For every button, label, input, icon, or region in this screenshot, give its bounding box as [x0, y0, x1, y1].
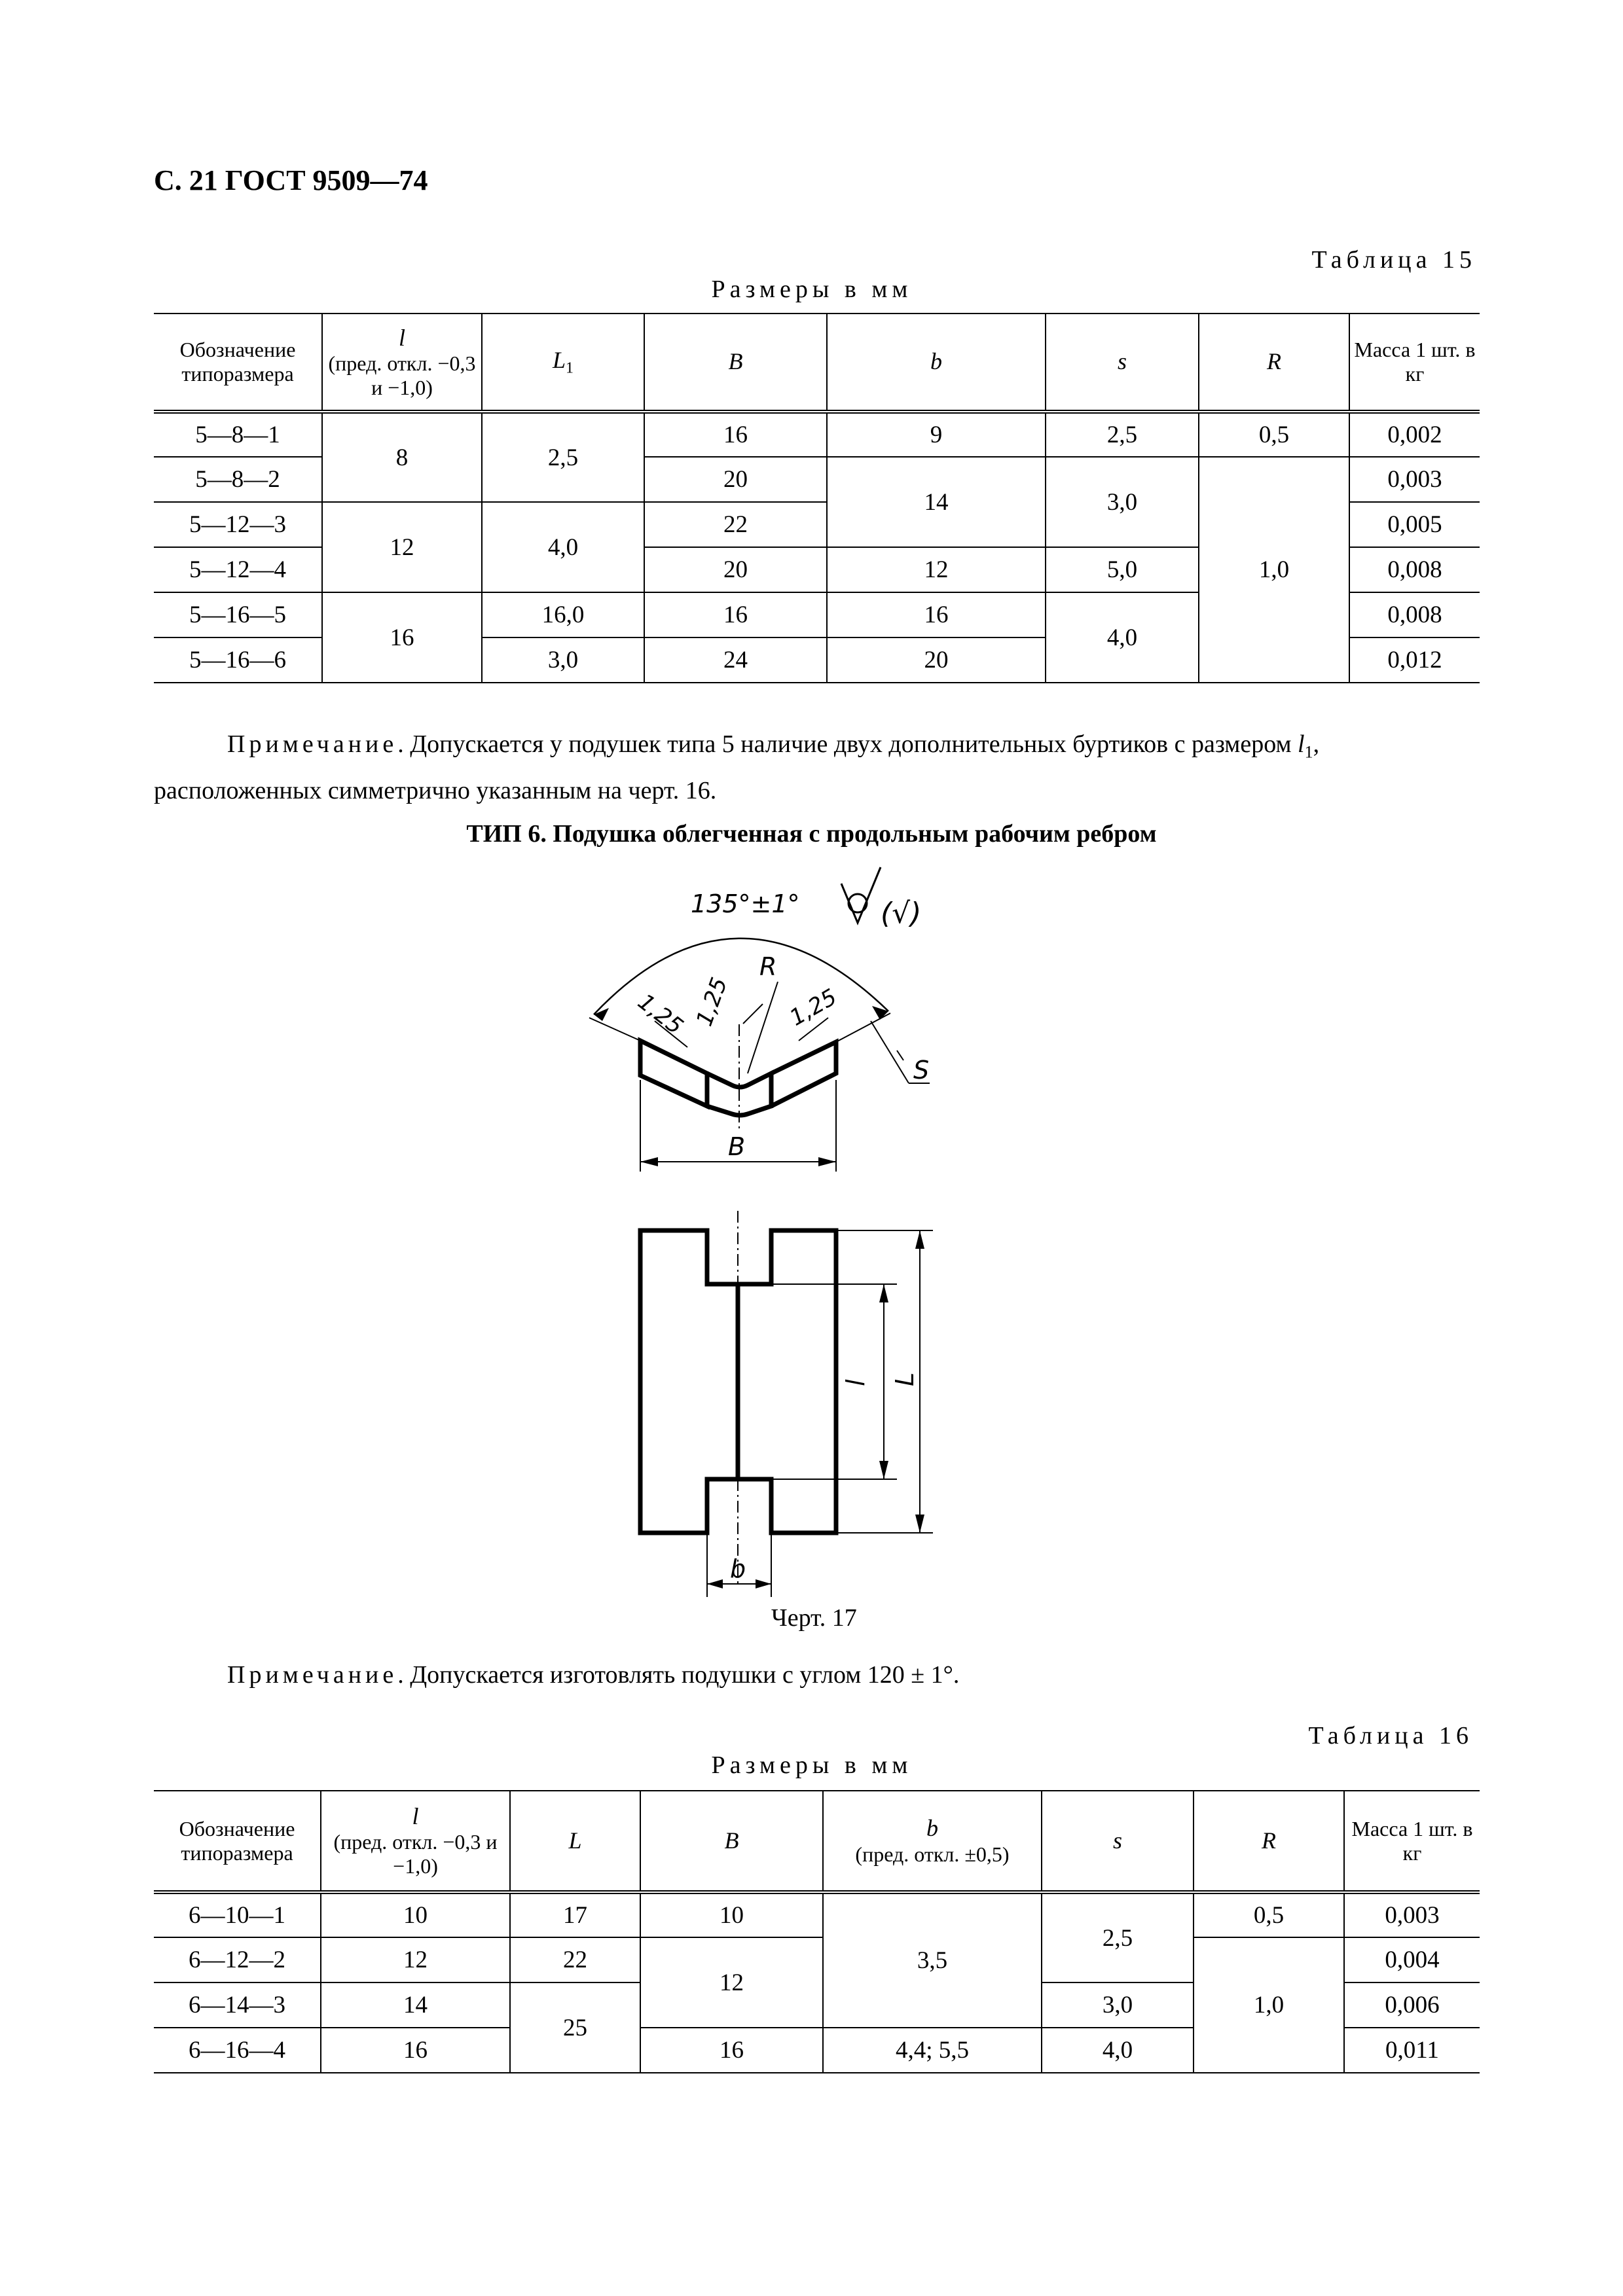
type6-title: ТИП 6. Подушка облегченная с продольным рабочим ребром: [466, 820, 1157, 848]
cell-mass: 0,005: [1349, 502, 1480, 547]
header-s: s: [1042, 1791, 1194, 1892]
cell-R: 0,5: [1199, 412, 1349, 457]
dim-125-center: 1,25: [691, 974, 733, 1030]
cell-designation: 5—12—3: [154, 502, 322, 547]
cell-B: 24: [644, 637, 827, 683]
cell-mass: 0,004: [1344, 1937, 1480, 1982]
cell-s: 3,0: [1046, 457, 1199, 547]
table16: [154, 1790, 1480, 2073]
cell-s: 2,5: [1046, 412, 1199, 457]
cell-L: 17: [510, 1892, 640, 1937]
cell-l: 12: [321, 1937, 510, 1982]
cell-designation: 6—16—4: [154, 2028, 321, 2073]
top-view-left-flank: [640, 1041, 707, 1106]
b-label: b: [730, 1554, 746, 1583]
cell-b: 16: [827, 592, 1046, 637]
cell-designation: 5—16—6: [154, 637, 322, 683]
cell-l: 8: [322, 412, 482, 502]
cell-B: 16: [644, 592, 827, 637]
cell-L1: 2,5: [482, 412, 644, 502]
note-type6: Примечание. Допускается изготовлять подушки с углом 120 ± 1°.: [227, 1661, 960, 1689]
cell-designation: 6—14—3: [154, 1982, 321, 2028]
cell-B: 16: [640, 2028, 823, 2073]
header-s: s: [1046, 314, 1199, 412]
s-leader: [871, 1021, 909, 1083]
cell-mass: 0,011: [1344, 2028, 1480, 2073]
cell-l: 10: [321, 1892, 510, 1937]
cell-mass: 0,003: [1349, 457, 1480, 502]
cell-mass: 0,012: [1349, 637, 1480, 683]
cell-designation: 6—10—1: [154, 1892, 321, 1937]
header-B: B: [640, 1791, 823, 1892]
R-label: R: [759, 952, 777, 981]
cell-R: 1,0: [1199, 457, 1349, 683]
header-mass: Масса 1 шт. в кг: [1349, 314, 1480, 412]
cell-mass: 0,006: [1344, 1982, 1480, 2028]
cell-s: 3,0: [1042, 1982, 1194, 2028]
R-leader: [748, 982, 778, 1073]
l-label: l: [841, 1379, 870, 1386]
dim-125-right: 1,25: [785, 984, 842, 1031]
figure-caption: Черт. 17: [771, 1604, 857, 1632]
header-l: l (пред. откл. −0,3 и −1,0): [321, 1791, 510, 1892]
cell-mass: 0,008: [1349, 592, 1480, 637]
cell-L1: 4,0: [482, 502, 644, 592]
header-designation: Обозначение типоразмера: [154, 314, 322, 412]
cell-b: 20: [827, 637, 1046, 683]
arrow-head: [594, 1008, 609, 1021]
cell-mass: 0,003: [1344, 1892, 1480, 1937]
note-prefix: Примечание: [227, 1661, 398, 1689]
cell-b: 3,5: [823, 1892, 1042, 2028]
header-B: B: [644, 314, 827, 412]
cell-designation: 6—12—2: [154, 1937, 321, 1982]
cell-b: 4,4; 5,5: [823, 2028, 1042, 2073]
header-R: R: [1194, 1791, 1344, 1892]
roughness-icon: [841, 867, 881, 923]
roughness-label: (√): [881, 897, 922, 930]
note-table15: Примечание. Допускается у подушек типа 5 наличие двух дополнительных буртиков с размером $l_1$, расположенных симметрично указанным на черт. 16.: [154, 730, 1320, 804]
cell-B: 20: [644, 457, 827, 502]
cell-mass: 0,008: [1349, 547, 1480, 592]
cell-L: 22: [510, 1937, 640, 1982]
cell-R: 0,5: [1194, 1892, 1344, 1937]
cell-l: 12: [322, 502, 482, 592]
cell-b: 14: [827, 457, 1046, 547]
table15-label: Таблица 15: [1311, 246, 1476, 274]
table16-units: Размеры в мм: [711, 1751, 913, 1779]
cell-l: 16: [322, 592, 482, 683]
header-R: R: [1199, 314, 1349, 412]
cell-L1: 3,0: [482, 637, 644, 683]
cell-s: 2,5: [1042, 1892, 1194, 1982]
page-header: С. 21 ГОСТ 9509—74: [154, 164, 428, 196]
header-mass: Масса 1 шт. в кг: [1344, 1791, 1480, 1892]
cell-B: 12: [640, 1937, 823, 2028]
cell-l: 14: [321, 1982, 510, 2028]
cell-B: 20: [644, 547, 827, 592]
cell-B: 22: [644, 502, 827, 547]
cell-s: 4,0: [1042, 2028, 1194, 2073]
cell-L1: 16,0: [482, 592, 644, 637]
dim-125-left: 1,25: [632, 988, 688, 1040]
header-l: l (пред. откл. −0,3 и −1,0): [322, 314, 482, 412]
table-row: [154, 1892, 1480, 1937]
table16-label: Таблица 16: [1308, 1722, 1473, 1749]
table-row: [154, 1937, 1480, 1982]
cell-l: 16: [321, 2028, 510, 2073]
cell-B: 16: [644, 412, 827, 457]
header-L: L: [510, 1791, 640, 1892]
cell-s: 4,0: [1046, 592, 1199, 683]
cell-R: 1,0: [1194, 1937, 1344, 2073]
angle-label: 135°±1°: [691, 889, 800, 918]
L-label: L: [890, 1372, 919, 1386]
cell-B: 10: [640, 1892, 823, 1937]
cell-b: 9: [827, 412, 1046, 457]
cell-designation: 5—8—1: [154, 412, 322, 457]
cell-s: 5,0: [1046, 547, 1199, 592]
top-view-right-flank: [771, 1042, 836, 1106]
table15-units: Размеры в мм: [711, 276, 913, 303]
header-b: b: [827, 314, 1046, 412]
cell-L: 25: [510, 1982, 640, 2073]
B-label: B: [728, 1132, 746, 1161]
cell-designation: 5—8—2: [154, 457, 322, 502]
cell-designation: 5—16—5: [154, 592, 322, 637]
header-designation: Обозначение типоразмера: [154, 1791, 321, 1892]
cell-mass: 0,002: [1349, 412, 1480, 457]
header-L1: $L_1$: [482, 314, 644, 412]
cell-b: 12: [827, 547, 1046, 592]
s-label: S: [913, 1056, 930, 1085]
table16-header-row: [154, 1791, 1480, 1892]
note-prefix: Примечание: [227, 730, 398, 758]
header-b: b (пред. откл. ±0,5): [823, 1791, 1042, 1892]
cell-designation: 5—12—4: [154, 547, 322, 592]
